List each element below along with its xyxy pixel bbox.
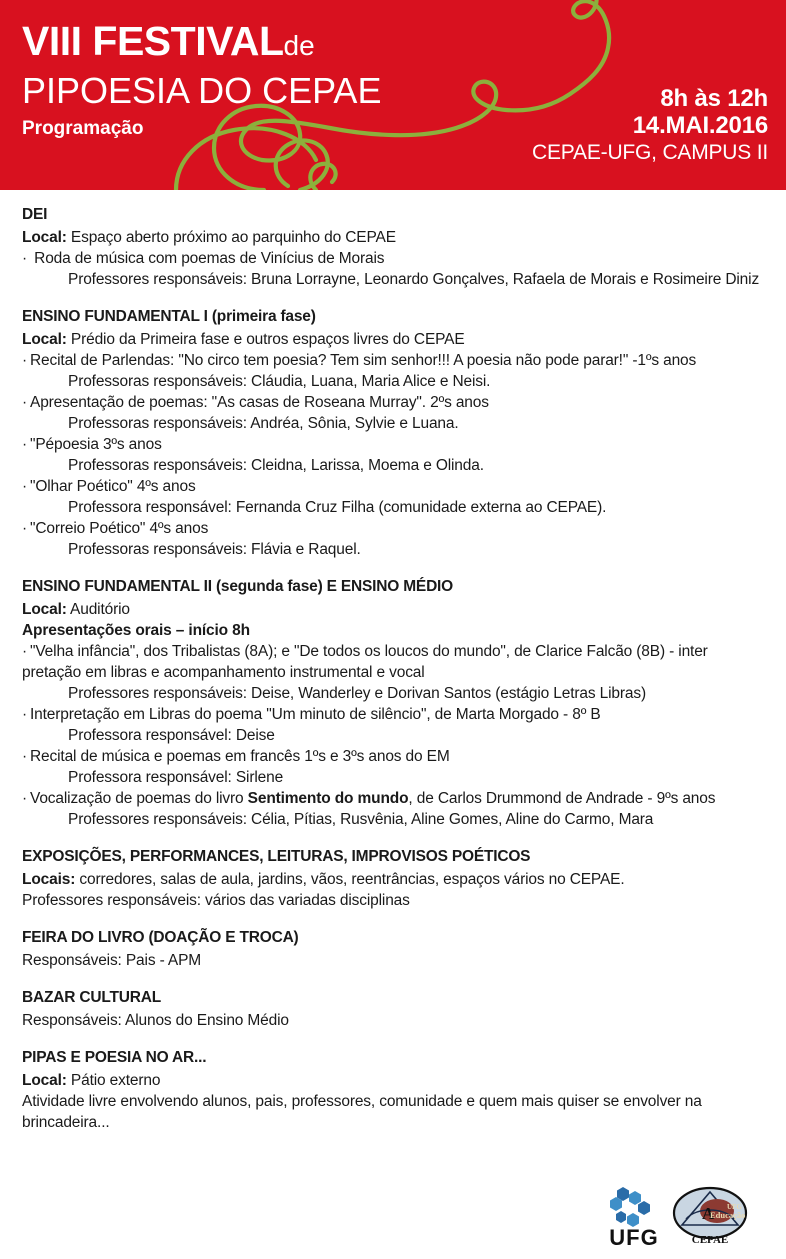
bullet-icon: · — [22, 394, 28, 411]
bullet-icon: · — [22, 748, 28, 765]
svg-text:CEPAE: CEPAE — [691, 1234, 729, 1246]
cepae-seal-icon — [672, 1185, 748, 1247]
location-line — [22, 599, 768, 620]
line-text: Professores responsáveis: vários das variadas disciplinas — [22, 892, 410, 909]
programme-line — [22, 1010, 768, 1031]
bullet-icon: · — [22, 436, 28, 453]
programme-section — [22, 306, 768, 560]
location-label: Local: — [22, 331, 67, 348]
bullet-icon: · — [22, 520, 28, 537]
programme-line — [22, 950, 768, 971]
bullet-icon: · — [22, 478, 28, 495]
line-text: Prédio da Primeira fase e outros espaços livres do CEPAE — [66, 331, 465, 348]
svg-text:A: A — [702, 1204, 715, 1223]
line-text: Professora responsável: Sirlene — [68, 769, 284, 786]
svg-text:Educação: Educação — [710, 1210, 746, 1220]
line-text: "Pépoesia 3ºs anos — [30, 436, 162, 453]
location-line — [22, 329, 768, 350]
bullet-icon: · — [22, 790, 28, 807]
programme-bullet-line — [22, 704, 768, 725]
line-text: Auditório — [66, 601, 130, 618]
responsible-teachers-line — [22, 371, 768, 392]
line-text: Professoras responsáveis: Flávia e Raquel. — [68, 541, 361, 558]
location-label: Locais: — [22, 871, 76, 888]
programme-bullet-line — [22, 434, 768, 455]
programme-bullet-line — [22, 746, 768, 767]
line-text: Recital de Parlendas: "No circo tem poesia? Tem sim senhor!!! A poesia não pode parar!" -1ºs anos — [30, 352, 697, 369]
line-text: Professora responsável: Deise — [68, 727, 275, 744]
location-line — [22, 227, 768, 248]
festival-subtitle: Programação — [22, 118, 144, 139]
section-title: PIPAS E POESIA NO AR... — [22, 1049, 207, 1066]
programme-bullet-line — [22, 518, 768, 539]
line-text-tail: , de Carlos Drummond de Andrade - 9ºs anos — [408, 790, 716, 807]
line-text: Pátio externo — [66, 1072, 161, 1089]
section-title: ENSINO FUNDAMENTAL I (primeira fase) — [22, 308, 316, 325]
event-place: CEPAE-UFG, CAMPUS II — [532, 141, 768, 164]
line-text: Recital de música e poemas em francês 1ºs e 3ºs anos do EM — [30, 748, 450, 765]
line-text: Roda de música com poemas de Vinícius de Morais — [30, 250, 385, 267]
responsible-teachers-line — [22, 767, 768, 788]
section-title: EXPOSIÇÕES, PERFORMANCES, LEITURAS, IMPROVISOS POÉTICOS — [22, 848, 531, 865]
line-text: Professoras responsáveis: Andréa, Sônia, Sylvie e Luana. — [68, 415, 459, 432]
responsible-teachers-line — [22, 539, 768, 560]
cepae-logo — [672, 1185, 748, 1251]
line-text: Professores responsáveis: Bruna Lorrayne, Leonardo Gonçalves, Rafaela de Morais e Rosimeire Diniz — [68, 271, 760, 288]
line-text: Professoras responsáveis: Cleidna, Larissa, Moema e Olinda. — [68, 457, 484, 474]
section-title: ENSINO FUNDAMENTAL II (segunda fase) E ENSINO MÉDIO — [22, 578, 454, 595]
line-text: Responsáveis: Pais - APM — [22, 952, 202, 969]
programme-bullet-line — [22, 476, 768, 497]
programme-section — [22, 1047, 768, 1133]
section-title: FEIRA DO LIVRO (DOAÇÃO E TROCA) — [22, 929, 299, 946]
festival-title-line-2: PIPOESIA DO CEPAE — [22, 70, 382, 111]
line-text: corredores, salas de aula, jardins, vãos, reentrâncias, espaços vários no CEPAE. — [75, 871, 625, 888]
ufg-logo-label: UFG — [609, 1225, 659, 1250]
bullet-icon: · — [22, 352, 28, 369]
responsible-teachers-line — [22, 683, 768, 704]
poster-body — [0, 190, 786, 1133]
line-text: Atividade livre envolvendo alunos, pais, professores, comunidade e quem mais quiser se envolver na brincadeira... — [22, 1093, 702, 1131]
programme-section — [22, 576, 768, 830]
responsible-teachers-line — [22, 725, 768, 746]
ufg-logo — [603, 1185, 665, 1251]
programme-bullet-line — [22, 788, 768, 809]
book-title: Sentimento do mundo — [247, 790, 409, 807]
responsible-teachers-line — [22, 809, 768, 830]
line-text: Professores responsáveis: Deise, Wanderley e Dorivan Santos (estágio Letras Libras) — [68, 685, 646, 702]
bullet-icon: · — [22, 643, 28, 660]
line-text: "Velha infância", dos Tribalistas (8A); e "De todos os loucos do mundo", de Clarice Falcão (8B) - inter pretação em libras e acompanhamento instrumental e vocal — [22, 643, 708, 681]
programme-section — [22, 987, 768, 1031]
svg-text:UFG: UFG — [727, 1203, 742, 1211]
line-text: Responsáveis: Alunos do Ensino Médio — [22, 1012, 289, 1029]
line-text: Interpretação em Libras do poema "Um minuto de silêncio", de Marta Morgado - 8º B — [30, 706, 601, 723]
line-text: Espaço aberto próximo ao parquinho do CEPAE — [66, 229, 396, 246]
responsible-teachers-line — [22, 413, 768, 434]
location-line — [22, 869, 768, 890]
festival-title-de: de — [283, 30, 315, 61]
section-title: BAZAR CULTURAL — [22, 989, 161, 1006]
bullet-icon: · — [22, 706, 28, 723]
location-label: Local: — [22, 601, 67, 618]
line-text: Professora responsável: Fernanda Cruz Filha (comunidade externa ao CEPAE). — [68, 499, 607, 516]
poster-header — [0, 0, 786, 190]
line-text: Apresentação de poemas: "As casas de Roseana Murray". 2ºs anos — [30, 394, 489, 411]
programme-line — [22, 890, 768, 911]
location-label: Local: — [22, 229, 67, 246]
programme-bullet-line — [22, 392, 768, 413]
section-title: DEI — [22, 206, 48, 223]
subsection-title: Apresentações orais – início 8h — [22, 622, 250, 639]
location-label: Local: — [22, 1072, 67, 1089]
programme-section — [22, 846, 768, 911]
line-text: Professores responsáveis: Célia, Pítias, Rusvênia, Aline Gomes, Aline do Carmo, Mara — [68, 811, 654, 828]
responsible-teachers-line — [22, 269, 768, 290]
bullet-icon: · — [22, 250, 28, 267]
programme-bullet-line — [22, 248, 768, 269]
poster-footer — [0, 1183, 786, 1255]
responsible-teachers-line — [22, 497, 768, 518]
line-text: Vocalização de poemas do livro — [30, 790, 248, 807]
line-text: Professoras responsáveis: Cláudia, Luana, Maria Alice e Neisi. — [68, 373, 491, 390]
programme-section — [22, 927, 768, 971]
responsible-teachers-line — [22, 455, 768, 476]
line-text: "Correio Poético" 4ºs anos — [30, 520, 209, 537]
festival-title-main: VIII FESTIVAL — [22, 18, 284, 64]
programme-line — [22, 1091, 768, 1133]
programme-bullet-line — [22, 350, 768, 371]
event-time: 8h às 12h — [660, 85, 768, 112]
location-line — [22, 1070, 768, 1091]
programme-bullet-line — [22, 641, 768, 683]
header-title-block — [22, 18, 381, 141]
event-date: 14.MAI.2016 — [632, 112, 768, 139]
header-info-block — [532, 85, 768, 166]
programme-section — [22, 204, 768, 290]
line-text: "Olhar Poético" 4ºs anos — [30, 478, 196, 495]
festival-title-line-1 — [22, 18, 381, 69]
